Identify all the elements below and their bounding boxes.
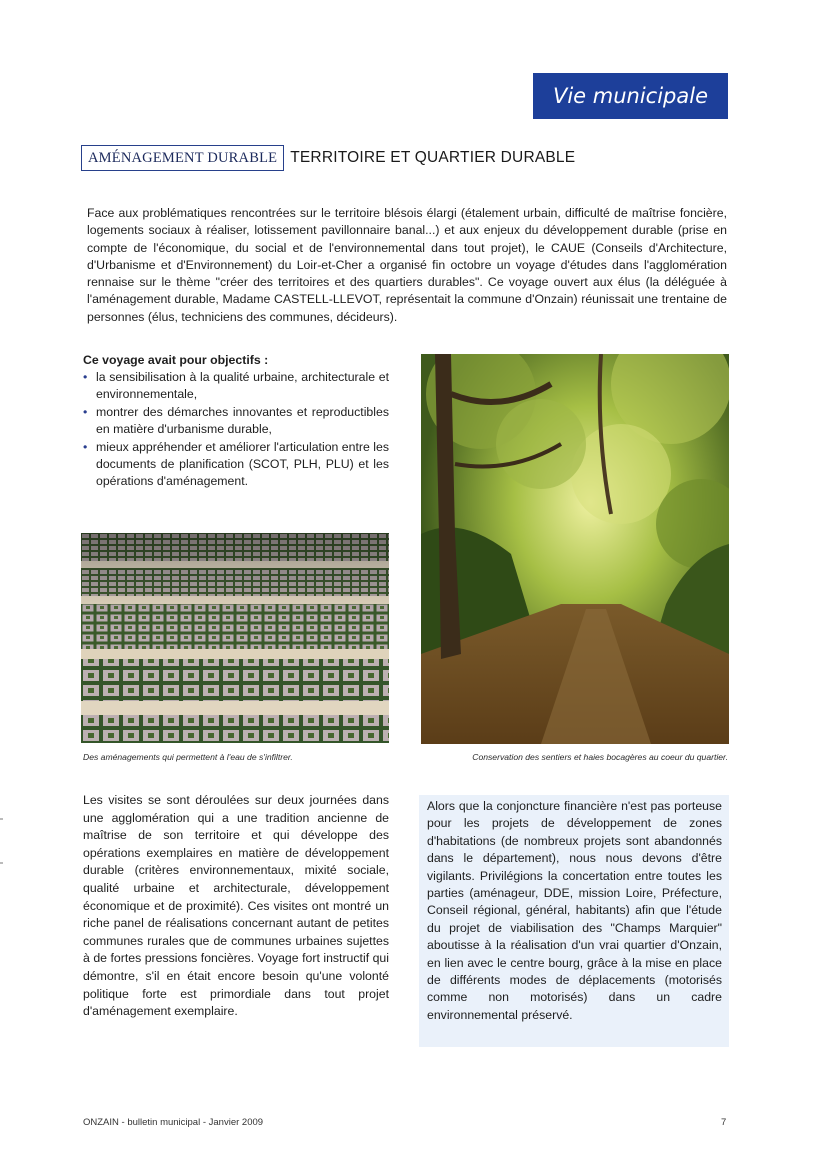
list-item (83, 439, 389, 491)
article-title: TERRITOIRE ET QUARTIER DURABLE (290, 149, 576, 166)
objective-text: mieux appréhender et améliorer l'articulation entre les documents de planification (SCOT, PLH, PLU) et les opérations d'aménagement. (96, 439, 389, 489)
section-badge (533, 73, 728, 119)
pavers-caption: Des aménagements qui permettent à l'eau de s'infiltrer. (83, 752, 293, 762)
bullet-icon: • (83, 370, 88, 384)
objective-text: montrer des démarches innovantes et reproductibles en matière d'urbanisme durable, (96, 404, 389, 437)
footer-publication: ONZAIN - bulletin municipal - Janvier 2009 (83, 1117, 264, 1128)
highlight-box (419, 795, 729, 1047)
objectives-list (83, 369, 389, 491)
article-headline (81, 145, 575, 171)
list-item (83, 369, 389, 404)
bullet-icon: • (83, 439, 88, 454)
path-photo (421, 354, 729, 744)
section-title: Vie municipale (552, 84, 709, 108)
intro-paragraph: Face aux problématiques rencontrées sur le territoire blésois élargi (étalement urbain, difficulté de maîtrise foncière, logements sociaux à réaliser, lotissement pavillonnaire banal...) et aux enjeux du développement durable (prise en compte de l'économique, du social et de l'environnemental dans tout projet), le CAUE (Conseils d'Architecture, d'Urbanisme et d'Environnement) du Loir-et-Cher a organisé fin octobre un voyage d'études dans l'agglomération rennaise sur le thème "créer des territoires et des quartiers durables". Ce voyage ouvert aux élus (la déléguée à l'aménagement durable, Madame CASTELL-LLEVOT, représentait la commune d'Onzain) réunissait une trentaine de personnes (élus, techniciens des communes, décideurs). (87, 206, 727, 324)
pavers-photo (81, 533, 389, 743)
highlight-paragraph: Alors que la conjoncture financière n'est pas porteuse pour les projets de développement de zones d'habitations (de nombreux projets sont abandonnés dans le département), nous nous devons d'être vigilants. Privilégions la concertation entre toutes les parties (aménageur, DDE, mission Loire, Préfecture, Conseil régional, général, habitants) afin que l'étude du projet de viabilisation des "Champs Marquier" aboutisse à la réalisation d'un vrai quartier d'Onzain, en lien avec le centre bourg, grâce à la mise en place de différents modes de déplacements (motorisés comme non motorisés) dans un cadre environnemental préservé. (427, 799, 722, 1022)
path-caption: Conservation des sentiers et haies bocagères au coeur du quartier. (472, 752, 728, 762)
margin-mark (0, 818, 3, 820)
objectives-block (83, 352, 389, 491)
bullet-icon: • (83, 404, 88, 419)
margin-mark (0, 862, 3, 864)
page-number: 7 (721, 1117, 727, 1128)
visits-paragraph: Les visites se sont déroulées sur deux journées dans une agglomération qui a une tradition ancienne de maîtrise de son territoire et qui développe des opérations exemplaires en matière de développement durable (critères environnementaux, mixité sociale, qualité urbaine et architecturale, développement économique et de proximité). Ces visites ont montré un riche panel de réalisations concernant autant de petites communes rurales que de communes urbaines sujettes à de fortes pressions foncières. Voyage fort instructif qui démontre, s'il en était encore besoin qu'une volonté politique forte est primordiale dans tout projet d'aménagement exemplaire. (83, 793, 389, 1019)
category-label: AMÉNAGEMENT DURABLE (81, 145, 284, 171)
list-item (83, 404, 389, 439)
objective-text: la sensibilisation à la qualité urbaine, architecturale et environnementale, (96, 370, 389, 402)
objectives-heading: Ce voyage avait pour objectifs : (83, 353, 269, 367)
